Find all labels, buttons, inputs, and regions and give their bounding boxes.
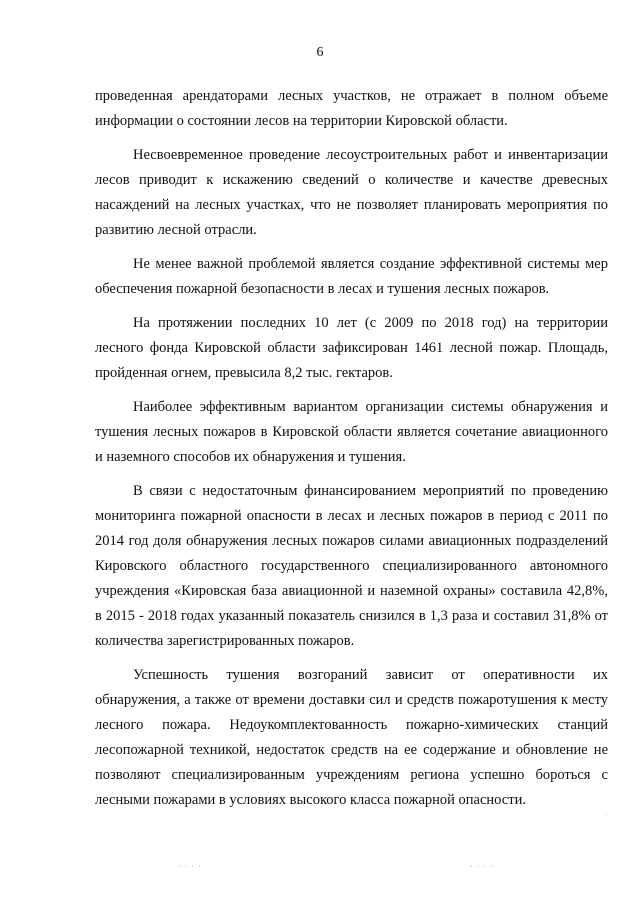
page-number: 6 [316,45,324,60]
paragraph-4: На протяжении последних 10 лет (с 2009 по 2018 год) на территории лесного фонда Кировской области зафиксирован 1461 лесной пожар. Площадь, пройденная огнем, превысила 8,2 тыс. гектаров. [95,315,608,381]
paragraph-7: Успешность тушения возгораний зависит от оперативности их обнаружения, а также от времени доставки сил и средств пожаротушения к месту лесного пожара. Недоукомплектованность пожарно-химических станций лесопожарной техникой, недостаток средств на ее содержание и обновление не позволяют специализированным учреждениям региона успешно бороться с лесными пожарами в условиях высокого класса пожарной опасности. [95,667,608,808]
paragraph-3: Не менее важной проблемой является создание эффективной системы мер обеспечения пожарной безопасности в лесах и тушения лесных пожаров. [95,256,608,297]
paragraph-5: Наиболее эффективным вариантом организации системы обнаружения и тушения лесных пожаров в Кировской области является сочетание авиационного и наземного способов их обнаружения и тушения. [95,399,608,465]
paragraph-2: Несвоевременное проведение лесоустроительных работ и инвентаризации лесов приводит к искажению сведений о количестве и качестве древесных насаждений на лесных участках, что не позволяет планировать мероприятия по развитию лесной отрасли. [95,147,608,238]
scan-artifact-left: · · · · [178,862,202,871]
scan-artifact-right: · · · · [470,862,494,871]
paragraph-6: В связи с недостаточным финансированием мероприятий по проведению мониторинга пожарной опасности в лесах и лесных пожаров в период с 2011 по 2014 год доля обнаружения лесных пожаров силами авиационных подразделений Кировского областного государственного специализированного автономного учреждения «Кировская база авиационной и наземной охраны» составила 42,8%, в 2015 - 2018 годах указанный показатель снизился в 1,3 раза и составил 31,8% от количества зарегистрированных пожаров. [95,483,608,649]
scan-artifact-mark: · [605,810,608,819]
document-body [95,84,608,822]
paragraph-1: проведенная арендаторами лесных участков, не отражает в полном объеме информации о состоянии лесов на территории Кировской области. [95,88,608,129]
